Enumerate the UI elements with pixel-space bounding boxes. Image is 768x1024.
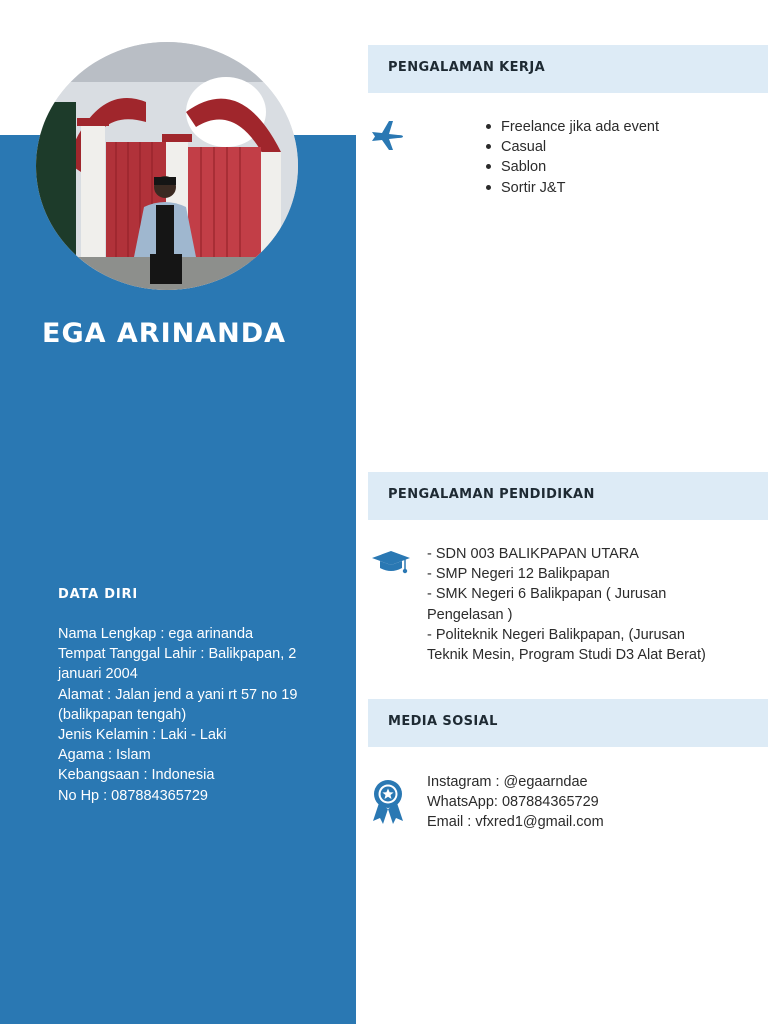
personal-data-line: Nama Lengkap : ega arinanda — [58, 626, 254, 642]
list-item: - Politeknik Negeri Balikpapan, (Jurusan Teknik Mesin, Program Studi D3 Alat Berat) — [427, 626, 706, 664]
social-section-title: MEDIA SOSIAL — [388, 714, 498, 729]
personal-data-line: No Hp : 087884365729 — [58, 787, 208, 804]
graduation-cap-icon — [371, 549, 411, 582]
personal-data-list — [58, 624, 313, 806]
education-section-title: PENGALAMAN PENDIDIKAN — [388, 487, 595, 502]
whatsapp-number: WhatsApp: 087884365729 — [427, 794, 599, 811]
profile-photo — [36, 42, 298, 290]
list-item: - SDN 003 BALIKPAPAN UTARA — [427, 546, 639, 562]
education-list — [427, 544, 717, 665]
list-item: - SMP Negeri 12 Balikpapan — [427, 566, 610, 583]
personal-data-line: Jenis Kelamin : Laki - Laki — [58, 727, 227, 744]
list-item: - SMK Negeri 6 Balikpapan ( Jurusan Pengelasan ) — [427, 586, 667, 623]
airplane-icon — [370, 119, 404, 156]
instagram-handle: Instagram : @egaarndae — [427, 774, 588, 790]
work-section-title: PENGALAMAN KERJA — [388, 60, 546, 75]
list-item: Freelance jika ada event — [501, 117, 659, 137]
social-section-header — [368, 699, 768, 747]
education-section-header — [368, 472, 768, 520]
personal-data-line: Agama : Islam — [58, 747, 151, 764]
social-media-list — [427, 772, 727, 833]
list-item: Sablon — [501, 157, 659, 177]
list-item: Casual — [501, 137, 659, 157]
data-diri-heading: DATA DIRI — [58, 587, 138, 602]
full-name: EGA ARINANDA — [42, 318, 287, 349]
email-address: Email : vfxred1@gmail.com — [427, 814, 604, 831]
work-experience-list — [501, 117, 659, 198]
personal-data-line: Kebangsaan : Indonesia — [58, 767, 215, 784]
work-section-header — [368, 45, 768, 93]
award-ribbon-icon — [371, 779, 405, 830]
list-item: Sortir J&T — [501, 178, 659, 198]
personal-data-line: Alamat : Jalan jend a yani rt 57 no 19 (balikpapan tengah) — [58, 686, 298, 723]
personal-data-line: Tempat Tanggal Lahir : Balikpapan, 2 januari 2004 — [58, 646, 297, 683]
